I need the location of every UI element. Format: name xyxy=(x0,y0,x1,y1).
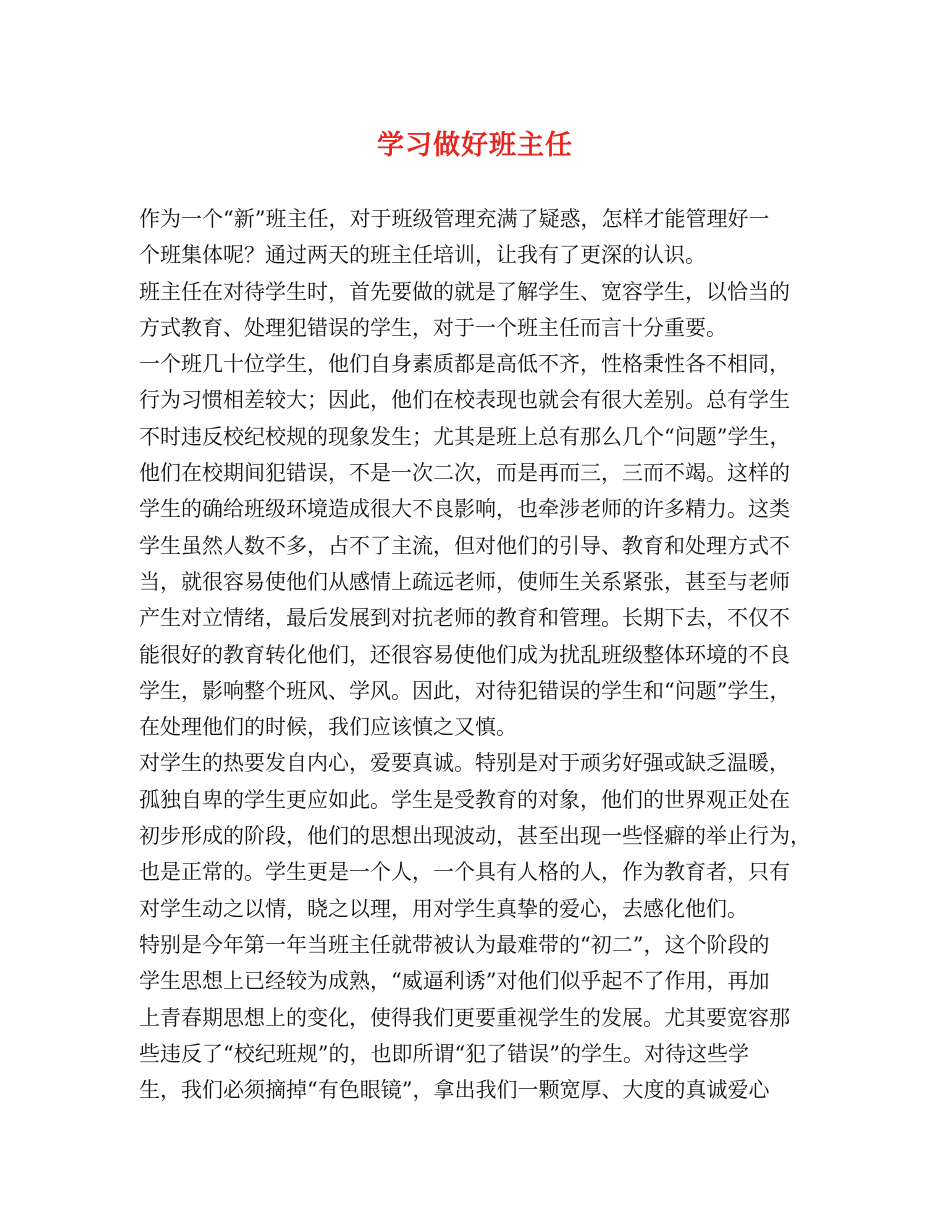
text-line: 也是正常的。学生更是一个人，一个具有人格的人，作为教育者，只有 xyxy=(139,860,790,885)
text-line: 个班集体呢？通过两天的班主任培训，让我有了更深的认识。 xyxy=(139,243,706,268)
text-line: 些违反了“校纪班规”的，也即所谓“犯了错误”的学生。对待这些学 xyxy=(139,1041,749,1066)
document-title: 学习做好班主任 xyxy=(377,130,573,161)
text-line: 对学生动之以情，晓之以理，用对学生真挚的爱心，去感化他们。 xyxy=(139,896,748,921)
text-line: 学生，影响整个班风、学风。因此，对待犯错误的学生和“问题”学生， xyxy=(139,678,791,703)
text-line: 初步形成的阶段，他们的思想出现波动，甚至出现一些怪癖的举止行为， xyxy=(139,824,811,849)
text-line: 方式教育、处理犯错误的学生，对于一个班主任而言十分重要。 xyxy=(139,315,727,340)
text-line: 学生虽然人数不多，占不了主流，但对他们的引导、教育和处理方式不 xyxy=(139,533,790,558)
text-line: 对学生的热要发自内心，爱要真诚。特别是对于顽劣好强或缺乏温暖， xyxy=(139,751,790,776)
text-line: 在处理他们的时候，我们应该慎之又慎。 xyxy=(139,715,517,740)
text-line: 上青春期思想上的变化，使得我们更要重视学生的发展。尤其要宽容那 xyxy=(139,1005,790,1030)
text-line: 他们在校期间犯错误，不是一次二次，而是再而三，三而不竭。这样的 xyxy=(139,461,790,486)
text-line: 作为一个“新”班主任，对于班级管理充满了疑惑，怎样才能管理好一 xyxy=(139,207,770,231)
text-line: 产生对立情绪，最后发展到对抗老师的教育和管理。长期下去，不仅不 xyxy=(139,606,790,631)
text-line: 班主任在对待学生时，首先要做的就是了解学生、宽容学生，以恰当的 xyxy=(139,279,790,304)
text-line: 孤独自卑的学生更应如此。学生是受教育的对象，他们的世界观正处在 xyxy=(139,787,790,812)
text-line: 当，就很容易使他们从感情上疏远老师，使师生关系紧张，甚至与老师 xyxy=(139,569,790,594)
text-line: 学生思想上已经较为成熟，“威逼利诱”对他们似乎起不了作用，再加 xyxy=(139,969,770,994)
text-line: 不时违反校纪校规的现象发生；尤其是班上总有那么几个“问题”学生， xyxy=(139,424,791,449)
text-line: 学生的确给班级环境造成很大不良影响，也牵涉老师的许多精力。这类 xyxy=(139,497,790,522)
document-body xyxy=(139,201,829,1108)
text-line: 特别是今年第一年当班主任就带被认为最难带的“初二”，这个阶段的 xyxy=(139,932,770,957)
text-line: 生，我们必须摘掉“有色眼镜”，拿出我们一颗宽厚、大度的真诚爱心 xyxy=(139,1078,770,1103)
text-line: 行为习惯相差较大；因此，他们在校表现也就会有很大差别。总有学生 xyxy=(139,388,790,413)
text-line: 一个班几十位学生，他们自身素质都是高低不齐，性格秉性各不相同， xyxy=(139,352,790,377)
text-line: 能很好的教育转化他们，还很容易使他们成为扰乱班级整体环境的不良 xyxy=(139,642,790,667)
